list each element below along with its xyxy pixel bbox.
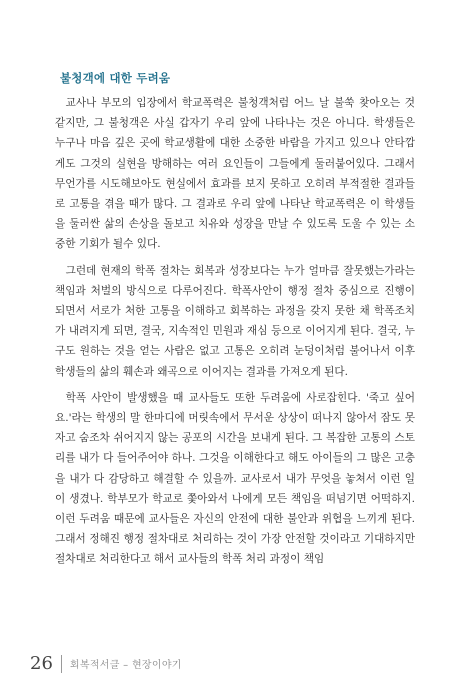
section-heading: 불청객에 대한 두려움	[60, 71, 171, 85]
paragraph-2: 그런데 현재의 학폭 절차는 회복과 성장보다는 누가 얼마큼 잘못했는가라는 책임과 처벌의 방식으로 다루어진다. 학폭사안이 행정 절차 중심으로 진행이 되면서 서로가 처한 고통을 이해하고 회복하는 과정을 갖지 못한 채 학폭조치가 내려지게 되면, 결국, 지속적인 민원과 재심 등으로 이어지게 된다. 결국, 누구도 원하는 것을 얻는 사람은 없고 고통은 오히려 눈덩이처럼 불어나서 이후 학생들의 삶의 훼손과 왜곡으로 이어지는 결과를 가져오게 된다.	[55, 264, 415, 378]
paragraph-3: 학폭 사안이 발생했을 때 교사들도 또한 두려움에 사로잡힌다. '죽고 싶어요.'라는 학생의 말 한마디에 머릿속에서 무서운 상상이 떠나지 않아서 잠도 못자고 숨조차 쉬어지지 않는 공포의 시간을 보내게 된다. 그 복잡한 고통의 스토리를 내가 다 들어주어야 하나. 그것을 이해한다고 해도 아이들의 그 많은 고충을 내가 다 감당하고 해결할 수 있을까. 교사로서 내가 무엇을 놓쳐서 이런 일이 생겼나. 학부모가 학교로 쫓아와서 나에게 모든 책임을 떠넘기면 어떡하지. 이런 두려움 때문에 교사들은 자신의 안전에 대한 불안과 위협을 느끼게 된다. 그래서 정해진 행정 절차대로 처리하는 것이 가장 안전할 것이라고 기대하지만 절차대로 처리한다고 해서 교사들의 학폭 처리 과정이 책임	[55, 391, 415, 566]
running-title: 회복적서클 – 현장이야기	[69, 660, 182, 671]
paragraph-1: 교사나 부모의 입장에서 학교폭력은 불청객처럼 어느 날 불쑥 찾아오는 것 같지만, 그 불청객은 사실 갑자기 우리 앞에 나타나는 것은 아니다. 학생들은 누구나 마음 깊은 곳에 학교생활에 대한 소중한 바람을 가지고 있으나 안타깝게도 그것의 실현을 방해하는 여러 요인들이 그들에게 둘러붙어있다. 그래서 무언가를 시도해보아도 현실에서 효과를 보지 못하고 오히려 부적절한 결과들로 고통을 겪을 때가 많다. 그 결과로 우리 앞에 나타난 학교폭력은 이 학생들을 둘러싼 삶의 손상을 돌보고 치유와 성장을 만날 수 있도록 도울 수 있는 소중한 기회가 될수 있다.	[55, 97, 415, 251]
page-number: 26	[30, 653, 53, 674]
footer-divider	[61, 655, 62, 673]
body-text	[55, 93, 415, 576]
page-footer	[30, 653, 182, 674]
